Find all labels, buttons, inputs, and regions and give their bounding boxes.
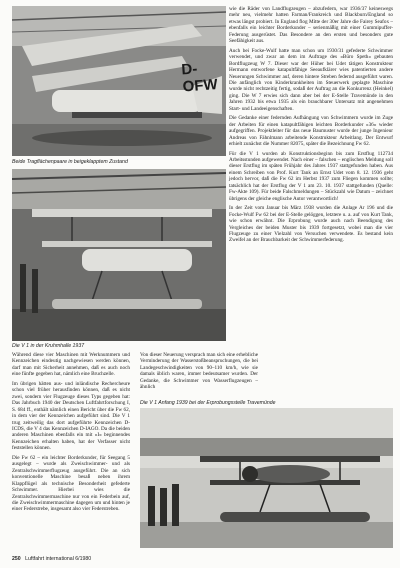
- paragraph: In der Zeit vom Januar bis März 1938 wurden die Anlage Ar 196 und die Focke-Wulf Fw 62 bei der E-Stelle gelöggen, letztere u. a. auf von Kurt Tank, wie schon erwähnt. Die Erprobung wurde auch nach Beendigung des Vergleiches der beiden Muster bis 1939 fortgesetzt, wobei man die vier Flugzeuge zu einer Vielzahl von Versuchen verwendete. Es bestand kein Zweifel an der Brauchbarkeit der Schwimmerfederung.: [229, 205, 393, 244]
- source-line: Luftfahrt international 6/1980: [25, 556, 92, 562]
- paragraph: Auch bei Focke-Wulf hatte man schon um 1930/31 gefederte Schwimmer verwendet, und zwar an dem im Auftrage des »Büro Speth« gebauten Bordflugzeug W 7. Dieser war der Hüher bei Udet tätigen Konstrukteur Hermann entworfene katapultfähige Seeaufklärer wies patentierten andere Neuerungen Schwimmer auf, deren hintere Streben federnd ausgeführt waren. Die anfänglich von Kinderkrankheiten im Steuerwerk geplagte Maschine wurde nicht rechtzeitig fertig, sodaß der Auftrag an die Konkurrenz (Heinkel) ging. Die W 7 erwies sich dann aber bei der E-Stelle Travemünde in den Jahren 1932 bis etwa 1935 als ein brauchbarer Untersatz mit angenehmen Start- und Landeeigenschaften.: [229, 47, 393, 112]
- caption-photo3: Die V 1 Anfang 1939 bei der Erprobungsstelle Travemünde: [140, 400, 276, 406]
- text-column-right-top: [229, 6, 393, 247]
- photo-travemuende: [140, 408, 393, 548]
- caption-photo2: Die V 1 in der Kruhmhalle 1937: [12, 343, 85, 349]
- photo-folded-wings: [12, 6, 226, 156]
- caption-photo1: Beide Tragflächenpaare in beigeklapptem Zustand: [12, 159, 128, 165]
- text-column-middle: [140, 352, 258, 394]
- paragraph: Während diese vier Maschinen mit Werknummern und Kennzeichen eindeutig nachgewiesen werden können, darf man mit Sicherheit annehmen, daß es auch noch eine fünfte gegeben hat, nämlich eine Bruchzelle.: [12, 352, 130, 378]
- registration-marking: D-OFW: [180, 60, 219, 96]
- photo-travemuende-image: [140, 408, 393, 548]
- paragraph: wie die Räder von Landflugzeugen – abzufedern, war 1936/37 keineswegs mehr neu, vielmehr hatten Farman/Frankreich und Blackburn/England so etwas längst probiert. In England flog Mitte der 30er Jahre die Fairey Seafox – ebenfalls ein leichter Borderkunder – serienmäßig mit einer Gummipuffer-Federung ausgerüstet. Das Besondere an den ersten und besonders gute Seefähigkeit aus.: [229, 6, 393, 45]
- text-column-left: [12, 352, 130, 516]
- paragraph: Die Gedanke einer federnden Aufhängung von Schwimmern wurde im Zuge der Arbeiten für einen katapultfähigen leichten Borderkunder »36« wieder aufgegriffen. Projektleiter für das neue Baumuster wurde der junge Ingenieur Andreas von Fähnlmann arbeitende Konstrukteur Arbeitlang. Der Entwurf erhielt zunächst die Nummer 82075, später die Bezeichnung Fw 62.: [229, 115, 393, 148]
- photo-hangar: [12, 169, 226, 341]
- paragraph: Im übrigen hätten aus- und inländische Rechercheure schon viel früher herausfinden können, daß es nicht zwei, sondern vier Flugzeuge dieses Typs gegeben hat: Das Jahrbuch 1940 der Deutschen Luftfahrtforschung I, S. 684 ff., enthält nämlich einen Bericht über die Fw 62, in dem vier der Kennzeichen aufgeführt sind. Die V 1 trug zeitweilig das dort aufgeführte Kennzeichen D-ICDS, die V 4 das Kennzeichen D-IAGO. Da die beiden anderen Maschinen ebenfalls ein mit »I« beginnendes Kennzeichen erhalten haben, hat der Verfasser nicht feststellen können.: [12, 380, 130, 452]
- page-number: 250: [12, 556, 21, 562]
- photo-hangar-image: [12, 169, 226, 341]
- paragraph: Von dieser Neuerung versprach man sich eine erhebliche Verminderung der Wasserstoßbeanspruchungen, die bei Landegeschwindigkeiten von 90–110 km/h, wie sie damals üblich waren, immer bedeutsamer wurden. Der Gedanke, die Schwimmer von Wasserflugzeugen – ähnlich: [140, 352, 258, 391]
- paragraph: Für die V 1 wurden ab Konstruktionsbeginn bis zum Erstflug 112734 Arbeitsstunden aufgewendet. Nach einer – falschen – englischen Meldung soll dieser Erstflug im späten Frühjahr des Jahres 1937 stattgefunden haben. Aus einem Schreiben von Prof. Kurt Tank an Ernst Udet vom 8. 12. 1936 geht jedoch hervor, daß die Fw 62 im Herbst 1937 zum Fliegen kommen sollte; tatsächlich hat der Erstflug der V 1 am 23. 10. 1937 stattgefunden (Quelle: Fw-Akte 109). Für beide Falschmeldungen – Stückzahl wie Datum – zeichnet übrigens der gleiche englische Autor verantwortlich!: [229, 150, 393, 202]
- page-footer: [12, 556, 91, 562]
- paragraph: Die Fw 62 – ein leichter Borderkunder, für Seegang 5 ausgelegt – wurde als Zweischwimmer- und als Zentralschwimmerflugzeug ausgeführt. Die an sich konventionelle Maschine besaß neben ihrem Klappflügel als technische Besonderheit gefederte Schwimmer. Hierbei wies die Zentralschwimmermaschine nur von ein Federbein auf, die Zweischwimmermaschine dagegen um und hinten je einer Federstrebe, insgesamt also vier Federstreben.: [12, 454, 130, 513]
